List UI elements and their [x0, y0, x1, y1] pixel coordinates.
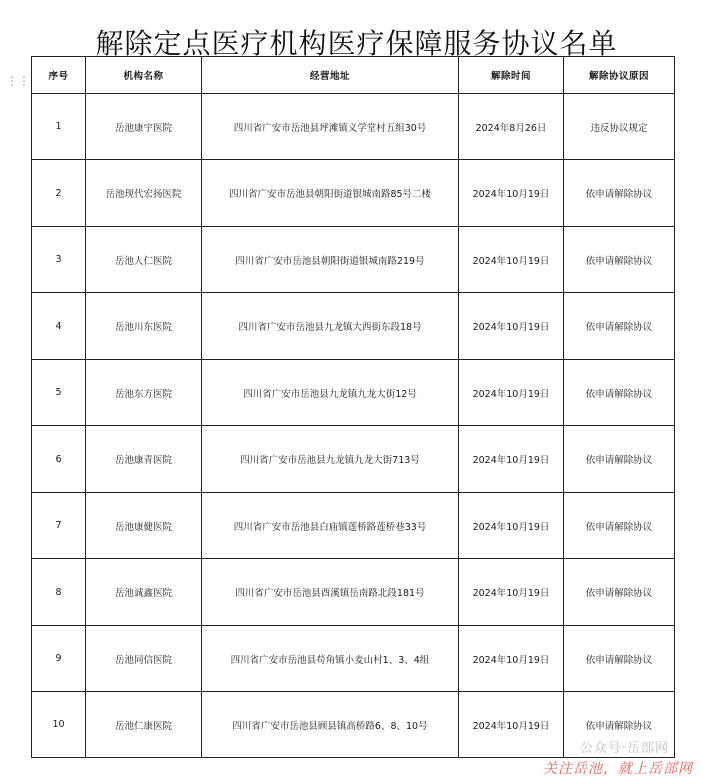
column-header-address: 经营地址	[202, 57, 459, 94]
cell-name: 岳池东方医院	[86, 360, 202, 426]
cell-date: 2024年10月19日	[459, 227, 564, 293]
cell-name: 岳池川东医院	[86, 293, 202, 360]
cell-date: 2024年10月19日	[459, 692, 564, 758]
table-header-row	[32, 57, 675, 94]
cell-address: 四川省广安市岳池县朝阳街道银城南路219号	[202, 227, 459, 293]
cell-name: 岳池同信医院	[86, 626, 202, 692]
cell-index: 3	[32, 227, 86, 293]
cell-date: 2024年10月19日	[459, 493, 564, 559]
watermark-account-name: 公众号·岳部网	[579, 741, 669, 756]
table-row	[32, 360, 675, 426]
column-header-name: 机构名称	[86, 57, 202, 94]
cell-index: 4	[32, 293, 86, 360]
cell-index: 5	[32, 360, 86, 426]
cell-date: 2024年8月26日	[459, 94, 564, 160]
cell-index: 2	[32, 160, 86, 227]
cell-name: 岳池康健医院	[86, 493, 202, 559]
cell-address: 四川省广安市岳池县酉溪镇岳南路北段181号	[202, 559, 459, 626]
table-row	[32, 426, 675, 493]
page-title: 解除定点医疗机构医疗保障服务协议名单	[95, 26, 618, 60]
cell-reason: 依申请解除协议	[564, 360, 675, 426]
cell-reason: 依申请解除协议	[564, 160, 675, 227]
cell-index: 7	[32, 493, 86, 559]
table-header	[32, 57, 675, 94]
cell-address: 四川省广安市岳池县坪滩镇义学堂村五组30号	[202, 94, 459, 160]
cell-name: 岳池康青医院	[86, 426, 202, 493]
cell-name: 岳池康宇医院	[86, 94, 202, 160]
cell-reason: 依申请解除协议	[564, 227, 675, 293]
cell-reason: 依申请解除协议	[564, 692, 675, 758]
table-row	[32, 559, 675, 626]
cell-reason: 依申请解除协议	[564, 559, 675, 626]
cell-reason: 依申请解除协议	[564, 426, 675, 493]
cell-index: 9	[32, 626, 86, 692]
cell-date: 2024年10月19日	[459, 426, 564, 493]
cell-address: 四川省广安市岳池县九龙镇九龙大街12号	[202, 360, 459, 426]
cell-date: 2024年10月19日	[459, 626, 564, 692]
column-header-index: 序号	[32, 57, 86, 94]
cell-date: 2024年10月19日	[459, 293, 564, 360]
table-row	[32, 493, 675, 559]
cell-address: 四川省广安市岳池县九龙镇九龙大街713号	[202, 426, 459, 493]
cell-date: 2024年10月19日	[459, 559, 564, 626]
column-header-date: 解除时间	[459, 57, 564, 94]
watermark-slogan: 关注岳池，就上岳部网	[543, 761, 693, 777]
cell-name: 岳池仁康医院	[86, 692, 202, 758]
cell-index: 8	[32, 559, 86, 626]
cell-address: 四川省广安市岳池县朝阳街道银城南路85号二楼	[202, 160, 459, 227]
cell-date: 2024年10月19日	[459, 360, 564, 426]
cell-name: 岳池人仁医院	[86, 227, 202, 293]
column-header-reason: 解除协议原因	[564, 57, 675, 94]
cell-address: 四川省广安市岳池县顾县镇高桥路6、8、10号	[202, 692, 459, 758]
table-row	[32, 94, 675, 160]
cell-date: 2024年10月19日	[459, 160, 564, 227]
drag-handle-icon[interactable]: ⋮⋮	[6, 74, 30, 88]
table-row	[32, 227, 675, 293]
termination-table-container	[31, 56, 674, 758]
table-row	[32, 626, 675, 692]
table-row	[32, 293, 675, 360]
cell-address: 四川省广安市岳池县苟角镇小麦山村1、3、4组	[202, 626, 459, 692]
termination-list-table	[31, 56, 675, 758]
cell-reason: 违反协议规定	[564, 94, 675, 160]
table-row	[32, 160, 675, 227]
cell-reason: 依申请解除协议	[564, 493, 675, 559]
cell-name: 岳池现代宏扬医院	[86, 160, 202, 227]
cell-address: 四川省广安市岳池县白庙镇莲桥路莲桥巷33号	[202, 493, 459, 559]
cell-reason: 依申请解除协议	[564, 293, 675, 360]
table-body	[32, 94, 675, 758]
cell-reason: 依申请解除协议	[564, 626, 675, 692]
cell-address: 四川省广安市岳池县九龙镇大西街东段18号	[202, 293, 459, 360]
cell-index: 10	[32, 692, 86, 758]
cell-index: 1	[32, 94, 86, 160]
cell-name: 岳池诚鑫医院	[86, 559, 202, 626]
cell-index: 6	[32, 426, 86, 493]
table-row	[32, 692, 675, 758]
